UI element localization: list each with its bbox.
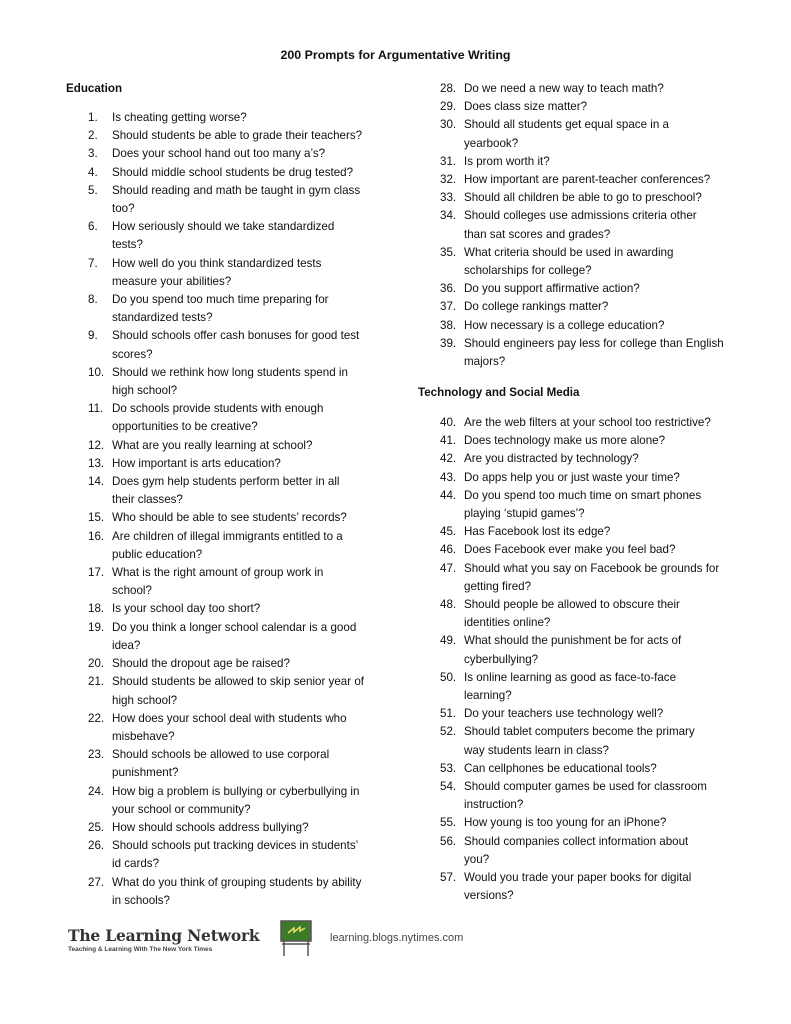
item-number: 27. [88, 875, 105, 889]
education-list-part1 [88, 109, 364, 910]
item-number: 17. [88, 566, 105, 580]
list-item [440, 487, 719, 523]
item-text: Should computer games be used for classroom [464, 780, 707, 794]
item-number: 3. [88, 147, 98, 161]
list-item [440, 869, 719, 905]
item-text: Should reading and math be taught in gym class [112, 183, 361, 197]
item-text: Should we rethink how long students spend in [112, 365, 348, 379]
item-text: scholarships for college? [464, 264, 592, 278]
list-item [440, 171, 724, 189]
item-text: Should people be allowed to obscure their [464, 598, 680, 612]
item-number: 8. [88, 293, 98, 307]
item-number: 34. [440, 209, 457, 223]
list-item [440, 317, 724, 335]
item-text: Do you spend too much time on smart phones [464, 488, 702, 502]
logo-subtitle: Teaching & Learning With The New York Times [68, 946, 213, 953]
item-text: cyberbullying? [464, 652, 539, 666]
item-text: id cards? [112, 857, 160, 871]
footer [68, 918, 468, 958]
item-number: 20. [88, 657, 105, 671]
item-number: 40. [440, 416, 457, 429]
section-heading-education: Education [66, 82, 123, 95]
item-number: 24. [88, 784, 105, 798]
item-text: How necessary is a college education? [464, 318, 665, 332]
item-text: Do you think a longer school calendar is a good [112, 620, 357, 634]
item-text: versions? [464, 889, 514, 903]
education-list-part2 [440, 80, 724, 371]
item-text: How important is arts education? [112, 456, 281, 470]
item-number: 18. [88, 602, 105, 616]
list-item [440, 298, 724, 316]
website-url: learning.blogs.nytimes.com [330, 932, 464, 944]
item-text: Who should be able to see students’ records? [112, 511, 347, 525]
item-text: What is the right amount of group work in [112, 566, 324, 580]
item-number: 31. [440, 154, 457, 168]
item-text: Should the dropout age be raised? [112, 657, 290, 671]
item-text: Do you support affirmative action? [464, 282, 640, 296]
item-text: public education? [112, 547, 203, 561]
list-item [88, 655, 364, 673]
item-number: 9. [88, 329, 98, 343]
item-number: 37. [440, 300, 457, 314]
list-item [88, 673, 364, 709]
item-text: What are you really learning at school? [112, 438, 313, 452]
list-item [88, 127, 364, 145]
logo-title: The Learning Network [68, 926, 260, 945]
item-number: 29. [440, 100, 457, 114]
item-number: 39. [440, 336, 457, 350]
list-item [88, 528, 364, 564]
item-text: idea? [112, 638, 141, 652]
item-text: getting fired? [464, 579, 532, 593]
item-text: scores? [112, 347, 153, 361]
item-text: Should students be able to grade their teachers? [112, 129, 363, 143]
item-number: 36. [440, 282, 457, 296]
item-text: Do your teachers use technology well? [464, 707, 664, 721]
item-text: Should schools put tracking devices in students’ [112, 839, 359, 853]
item-text: How seriously should we take standardized [112, 220, 335, 234]
item-text: Can cellphones be educational tools? [464, 761, 657, 775]
list-item [88, 291, 364, 327]
list-item [440, 833, 719, 869]
section-heading-technology: Technology and Social Media [418, 386, 580, 399]
item-number: 42. [440, 452, 457, 466]
list-item [88, 182, 364, 218]
list-item [440, 560, 719, 596]
item-number: 25. [88, 820, 105, 834]
item-text: Does gym help students perform better in all [112, 475, 340, 489]
item-number: 51. [440, 707, 457, 721]
item-text: Is prom worth it? [464, 154, 550, 168]
item-number: 22. [88, 711, 105, 725]
item-number: 32. [440, 173, 457, 187]
list-item [440, 705, 719, 723]
list-item [88, 819, 364, 837]
list-item [88, 564, 364, 600]
item-text: Does class size matter? [464, 100, 588, 114]
item-text: What criteria should be used in awarding [464, 245, 674, 259]
list-item [88, 874, 364, 910]
item-text: Do schools provide students with enough [112, 402, 324, 416]
item-text: Would you trade your paper books for digital [464, 871, 692, 885]
item-text: Should schools offer cash bonuses for good test [112, 329, 360, 343]
list-item [88, 600, 364, 618]
item-text: Does your school hand out too many a’s? [112, 147, 326, 161]
item-number: 45. [440, 525, 457, 539]
item-number: 53. [440, 761, 457, 775]
item-text: than sat scores and grades? [464, 227, 611, 241]
list-item [440, 523, 719, 541]
list-item [440, 541, 719, 559]
item-text: measure your abilities? [112, 274, 232, 288]
list-item [88, 364, 364, 400]
item-text: Does technology make us more alone? [464, 434, 666, 448]
item-text: Has Facebook lost its edge? [464, 525, 611, 539]
item-text: too? [112, 202, 135, 216]
item-text: Should tablet computers become the primary [464, 725, 695, 739]
list-item [88, 783, 364, 819]
item-text: Are the web filters at your school too restrictive? [464, 416, 711, 429]
list-item [88, 619, 364, 655]
item-number: 47. [440, 561, 457, 575]
item-text: Should all students get equal space in a [464, 118, 669, 132]
item-number: 41. [440, 434, 457, 448]
list-item [88, 164, 364, 182]
item-number: 56. [440, 834, 457, 848]
item-text: Should what you say on Facebook be grounds for [464, 561, 720, 575]
list-item [440, 414, 719, 432]
item-text: Is your school day too short? [112, 602, 261, 616]
item-text: Are children of illegal immigrants entitled to a [112, 529, 343, 543]
technology-list [440, 414, 719, 905]
chalkboard-icon [280, 920, 312, 958]
item-text: Should colleges use admissions criteria other [464, 209, 697, 223]
list-item [440, 723, 719, 759]
item-text: standardized tests? [112, 311, 213, 325]
list-item [88, 473, 364, 509]
item-text: high school? [112, 693, 178, 707]
list-item [88, 327, 364, 363]
list-item [88, 400, 364, 436]
item-number: 55. [440, 816, 457, 830]
item-number: 11. [88, 402, 104, 416]
item-text: learning? [464, 689, 512, 703]
item-number: 19. [88, 620, 105, 634]
page-title: 200 Prompts for Argumentative Writing [280, 48, 511, 62]
item-text: How big a problem is bullying or cyberbullying in [112, 784, 360, 798]
item-text: misbehave? [112, 729, 175, 743]
item-number: 35. [440, 245, 457, 259]
item-number: 5. [88, 183, 98, 197]
list-item [440, 280, 724, 298]
list-item [88, 255, 364, 291]
item-text: Is cheating getting worse? [112, 111, 247, 124]
item-text: Should all children be able to go to preschool? [464, 191, 702, 205]
item-text: punishment? [112, 766, 179, 780]
item-number: 13. [88, 456, 105, 470]
item-text: your school or community? [112, 802, 251, 816]
item-text: opportunities to be creative? [112, 420, 258, 434]
item-text: their classes? [112, 493, 183, 507]
item-text: way students learn in class? [464, 743, 609, 757]
list-item [88, 218, 364, 254]
list-item [88, 455, 364, 473]
list-item [440, 244, 724, 280]
list-item [440, 669, 719, 705]
list-item [440, 778, 719, 814]
item-text: Do you spend too much time preparing for [112, 293, 329, 307]
item-number: 38. [440, 318, 457, 332]
list-item [440, 153, 724, 171]
item-text: How does your school deal with students who [112, 711, 347, 725]
item-number: 57. [440, 871, 457, 885]
item-text: Should students be allowed to skip senior year of [112, 675, 364, 689]
item-number: 30. [440, 118, 457, 132]
list-item [440, 632, 719, 668]
item-number: 23. [88, 748, 105, 762]
item-text: Should companies collect information about [464, 834, 689, 848]
list-item [440, 469, 719, 487]
list-item [88, 145, 364, 163]
item-number: 54. [440, 780, 457, 794]
list-item [440, 432, 719, 450]
item-text: majors? [464, 355, 506, 369]
list-item [88, 437, 364, 455]
list-item [88, 746, 364, 782]
item-number: 26. [88, 839, 105, 853]
item-text: How important are parent-teacher conferences? [464, 173, 711, 187]
item-text: instruction? [464, 798, 524, 812]
item-text: Is online learning as good as face-to-face [464, 670, 677, 684]
list-item [88, 109, 364, 127]
list-item [88, 509, 364, 527]
item-text: How young is too young for an iPhone? [464, 816, 667, 830]
list-item [440, 80, 724, 98]
item-number: 50. [440, 670, 457, 684]
list-item [440, 335, 724, 371]
item-number: 46. [440, 543, 457, 557]
item-number: 49. [440, 634, 457, 648]
item-text: in schools? [112, 893, 171, 907]
item-text: Should schools be allowed to use corporal [112, 748, 330, 762]
item-number: 43. [440, 470, 457, 484]
item-number: 15. [88, 511, 105, 525]
item-text: Does Facebook ever make you feel bad? [464, 543, 676, 557]
item-text: tests? [112, 238, 143, 252]
item-number: 33. [440, 191, 457, 205]
item-text: you? [464, 852, 490, 866]
list-item [440, 596, 719, 632]
item-number: 14. [88, 475, 105, 489]
item-text: Should engineers pay less for college than English [464, 336, 724, 350]
item-text: playing ‘stupid games’? [464, 507, 585, 521]
item-text: school? [112, 584, 152, 598]
item-number: 12. [88, 438, 105, 452]
item-number: 2. [88, 129, 98, 143]
item-text: Do we need a new way to teach math? [464, 82, 664, 95]
item-number: 28. [440, 82, 457, 95]
item-text: How should schools address bullying? [112, 820, 309, 834]
item-number: 1. [88, 111, 98, 124]
item-text: high school? [112, 384, 178, 398]
list-item [88, 837, 364, 873]
item-number: 21. [88, 675, 105, 689]
item-text: Should middle school students be drug tested? [112, 165, 354, 179]
item-number: 4. [88, 165, 98, 179]
list-item [440, 760, 719, 778]
list-item [440, 814, 719, 832]
item-number: 6. [88, 220, 98, 234]
item-number: 48. [440, 598, 457, 612]
item-text: What do you think of grouping students by ability [112, 875, 362, 889]
item-text: yearbook? [464, 136, 519, 150]
list-item [440, 98, 724, 116]
list-item [440, 189, 724, 207]
item-text: Do college rankings matter? [464, 300, 609, 314]
item-number: 44. [440, 488, 457, 502]
item-text: What should the punishment be for acts of [464, 634, 682, 648]
item-text: Are you distracted by technology? [464, 452, 639, 466]
item-text: How well do you think standardized tests [112, 256, 322, 270]
list-item [88, 710, 364, 746]
item-number: 10. [88, 365, 105, 379]
item-text: identities online? [464, 616, 551, 630]
list-item [440, 116, 724, 152]
list-item [440, 450, 719, 468]
list-item [440, 207, 724, 243]
item-number: 7. [88, 256, 98, 270]
item-text: Do apps help you or just waste your time? [464, 470, 680, 484]
item-number: 16. [88, 529, 105, 543]
item-number: 52. [440, 725, 457, 739]
